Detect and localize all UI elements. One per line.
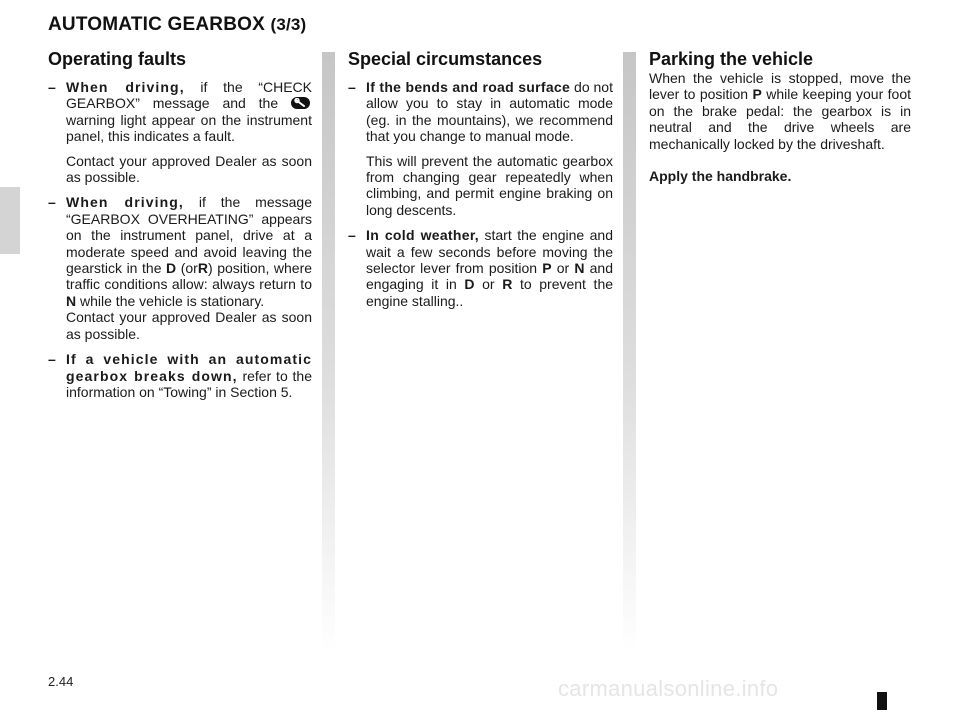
item-lead: In cold weather, [366, 227, 479, 244]
list-item: – When driving, if the “CHECK GEARBOX” message and the warning light appear on the instrument panel, this indicates a fault. Contact your approved Dealer as soon as possible. [48, 79, 312, 186]
page-title [48, 14, 306, 36]
list-item: – If a vehicle with an automatic gearbox breaks down, refer to the information on “Towing” in Section 5. [48, 351, 313, 400]
list-item: – In cold weather, start the engine and wait a few seconds before moving the selector lever from position P or N and engaging it in D or R to prevent the engine stalling.. [348, 227, 614, 309]
column-divider [623, 52, 636, 652]
section-tab [0, 187, 20, 254]
operating-faults-section [48, 49, 312, 409]
parking-heading: Parking the vehicle [649, 49, 814, 69]
list-item: – If the bends and road surface do not allow you to stay in automatic mode (eg. in the mountains), we recommend that you change to manual mode. This will prevent the automatic gearbox from changing gear repeatedly when climbing, and permit engine braking on long descents. [348, 79, 613, 218]
spanner-icon [291, 97, 310, 109]
item-lead: If the bends and road surface [366, 79, 571, 95]
list-item: – When driving, if the message “GEARBOX OVERHEATING” appears on the instrument panel, drive at a moderate speed and avoid leaving the gearstick in the D (orR) position, where traffic conditions allow: always return to N while the vehicle is stationary. Contact your approved Dealer as soon as possible. [48, 194, 313, 342]
parking-section [649, 49, 911, 200]
item-lead: When driving, [66, 194, 184, 211]
handbrake-note: Apply the handbrake. [649, 168, 792, 185]
page-title-part: (3/3) [270, 15, 307, 34]
item-lead: If a vehicle with an automatic gearbox breaks down, [66, 351, 312, 384]
special-circumstances-heading: Special circumstances [348, 49, 543, 69]
item-lead: When driving, [66, 79, 185, 95]
column-divider [322, 52, 335, 652]
operating-faults-heading: Operating faults [48, 49, 187, 69]
page-title-text: AUTOMATIC GEARBOX [48, 14, 265, 35]
watermark: carmanualsonline.info [558, 676, 779, 701]
corner-mark [877, 692, 887, 710]
page-number: 2.44 [48, 674, 74, 689]
special-circumstances-section [348, 49, 613, 318]
parking-text: When the vehicle is stopped, move the lever to position P while keeping your foot on the brake pedal: the gearbox is in neutral and the drive wheels are mechanically locked by the driveshaft. [649, 70, 911, 152]
